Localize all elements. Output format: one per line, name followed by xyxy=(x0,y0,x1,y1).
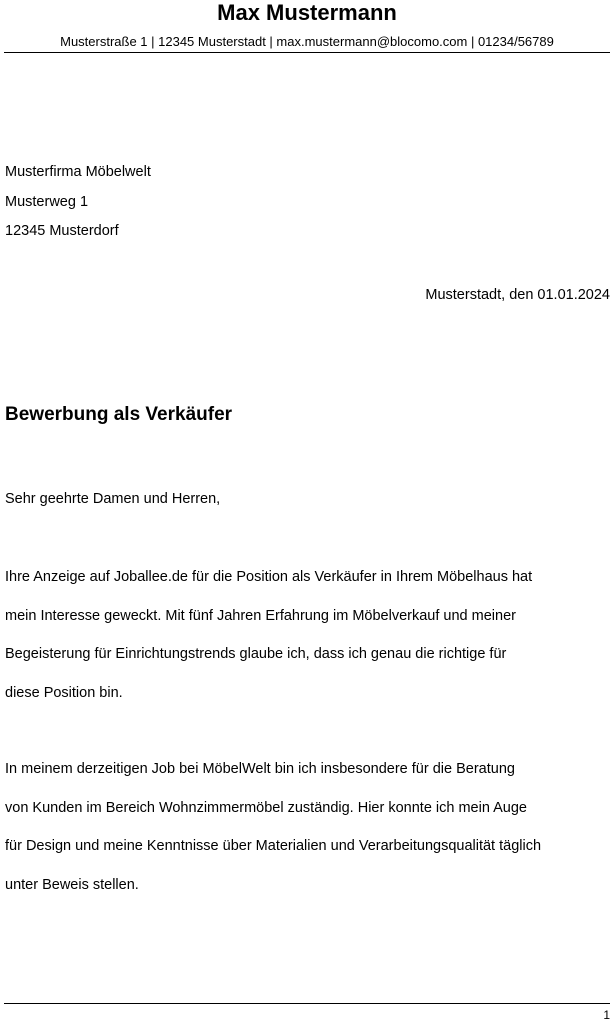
body-paragraph-1 xyxy=(5,558,610,713)
recipient-city: 12345 Musterdorf xyxy=(5,223,119,239)
sender-contact-line: Musterstraße 1 | 12345 Musterstadt | max.mustermann@blocomo.com | 01234/56789 xyxy=(60,34,554,49)
paragraph-line: diese Position bin. xyxy=(5,685,123,702)
page-number: 1 xyxy=(603,1008,610,1022)
salutation: Sehr geehrte Damen und Herren, xyxy=(5,491,221,507)
date-line: Musterstadt, den 01.01.2024 xyxy=(425,287,610,303)
sender-name: Max Mustermann xyxy=(217,0,397,25)
paragraph-line: für Design und meine Kenntnisse über Materialien und Verarbeitungsqualität täglich xyxy=(5,838,542,855)
body-paragraph-2 xyxy=(5,750,610,905)
recipient-company: Musterfirma Möbelwelt xyxy=(5,164,151,180)
subject-line: Bewerbung als Verkäufer xyxy=(5,404,233,425)
paragraph-line: Begeisterung für Einrichtungstrends glaube ich, dass ich genau die richtige für xyxy=(5,646,507,663)
paragraph-line: von Kunden im Bereich Wohnzimmermöbel zuständig. Hier konnte ich mein Auge xyxy=(5,799,527,816)
paragraph-line: In meinem derzeitigen Job bei MöbelWelt bin ich insbesondere für die Beratung xyxy=(5,761,515,777)
recipient-address xyxy=(5,158,151,247)
paragraph-line: Ihre Anzeige auf Joballee.de für die Position als Verkäufer in Ihrem Möbelhaus hat xyxy=(5,569,533,585)
header-divider xyxy=(4,52,610,53)
recipient-street: Musterweg 1 xyxy=(5,193,89,210)
paragraph-line: unter Beweis stellen. xyxy=(5,877,139,894)
paragraph-line: mein Interesse geweckt. Mit fünf Jahren Erfahrung im Möbelverkauf und meiner xyxy=(5,607,516,624)
footer-divider xyxy=(4,1003,610,1004)
